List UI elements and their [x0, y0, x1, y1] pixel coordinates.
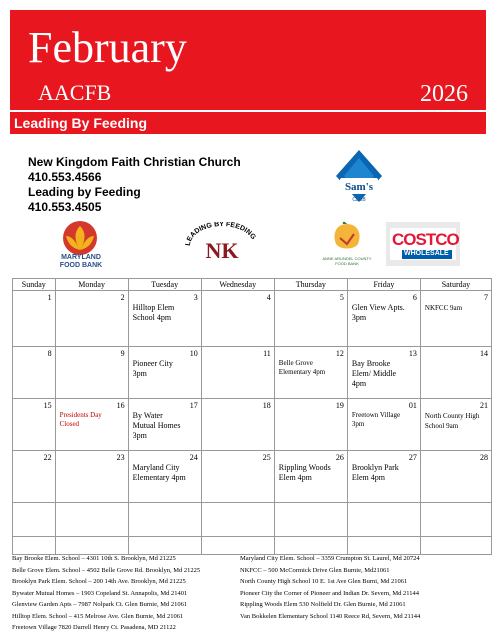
weekday-header-row: [13, 279, 492, 291]
event-text: Rippling Woods Elem 4pm: [278, 463, 331, 482]
day-number: 2: [120, 293, 125, 302]
address-line: Glenview Garden Apts – 7987 Nolpark Ct. Glen Burnie, Md 21061: [12, 601, 188, 608]
day-number: 18: [262, 401, 271, 410]
day-cell: [55, 537, 128, 555]
contact-tagline: Leading by Feeding: [28, 185, 141, 199]
day-cell: [128, 347, 201, 399]
contact-info: [28, 155, 241, 215]
day-cell: [13, 451, 56, 503]
address-line: NKFCC – 500 McCormick Drive Glen Burnie, Md21061: [240, 566, 390, 574]
day-number: 12: [335, 349, 344, 358]
address-line: Bay Brooke Elem. School – 4301 10th S. Brooklyn, Md 21225: [12, 555, 176, 562]
event-text: NKFCC 9am: [424, 304, 463, 312]
maryland-food-bank-text: MARYLAND FOOD BANK: [59, 254, 103, 269]
event-text: Bay Brooke Elem/ Middle 4pm: [351, 359, 397, 388]
day-number: 01: [408, 401, 417, 410]
day-cell: [347, 451, 420, 503]
day-number: 7: [484, 293, 488, 302]
svg-text:NK: NK: [205, 238, 239, 263]
day-number: 27: [408, 453, 417, 462]
day-cell: [201, 451, 274, 503]
day-cell: [201, 537, 274, 555]
day-cell: [13, 537, 56, 555]
address-line: Pioneer City the Corner of Pioneer and Indian Dr. Severn, Md 21144: [240, 589, 420, 597]
day-cell: [201, 291, 274, 347]
day-cell: [420, 291, 491, 347]
day-cell: [128, 399, 201, 451]
year-label: 2026: [420, 81, 468, 107]
address-line: Bywater Mutual Homes – 1903 Copeland St. Annapolis, Md 21401: [12, 589, 188, 597]
address-line: Brooklyn Park Elem. School – 200 14th Ave. Brooklyn, Md 21225: [12, 578, 186, 585]
day-cell: [420, 503, 491, 537]
day-number: 26: [335, 453, 344, 462]
day-cell: [55, 451, 128, 503]
day-cell: [128, 537, 201, 555]
day-cell: [347, 503, 420, 537]
contact-phone-2: 410.553.4505: [28, 200, 102, 214]
week-row: [13, 347, 492, 399]
event-text: Freetown Village 3pm: [351, 411, 401, 428]
day-cell: [13, 503, 56, 537]
day-cell: [128, 451, 201, 503]
day-cell: [274, 399, 347, 451]
day-cell: [13, 399, 56, 451]
day-cell: [274, 451, 347, 503]
day-cell: [13, 347, 56, 399]
address-list-left: [12, 553, 200, 634]
weekday-thursday: Thursday: [274, 279, 347, 291]
day-cell: [13, 291, 56, 347]
day-number: 3: [193, 293, 198, 302]
address-line: North County High School 10 E. 1st Ave Glen Burni, Md 21061: [240, 578, 408, 585]
calendar-grid: [12, 278, 492, 555]
address-line: Hilltop Elem. School – 415 Melrose Ave. Glen Burnie, Md 21061: [12, 612, 184, 620]
day-number: 21: [480, 401, 488, 410]
day-number: 22: [43, 453, 52, 462]
day-cell: [274, 537, 347, 555]
day-cell: [55, 399, 128, 451]
svg-text:CLUB: CLUB: [352, 197, 366, 203]
day-cell: [347, 399, 420, 451]
day-number: 14: [480, 349, 488, 358]
aacfb-logo-text: ANNE ARUNDEL COUNTY FOOD BANK: [322, 256, 372, 266]
contact-church: New Kingdom Faith Christian Church: [28, 155, 241, 169]
event-text: North County High School 9am: [424, 412, 480, 430]
costco-logo: [386, 222, 460, 266]
day-number: 10: [189, 349, 198, 358]
day-cell: [274, 503, 347, 537]
nk-leading-by-feeding-logo: [182, 222, 262, 266]
address-line: Maryland City Elem. School – 3359 Crumpton St. Laurel, Md 20724: [240, 555, 420, 562]
address-line: Belle Grove Elem. School – 4502 Belle Grove Rd. Brooklyn, Md 21225: [12, 566, 201, 574]
week-row: [13, 537, 492, 555]
day-cell: [55, 503, 128, 537]
day-number: 15: [43, 401, 52, 410]
day-number: 24: [189, 453, 198, 462]
day-cell: [420, 537, 491, 555]
weekday-monday: Monday: [55, 279, 128, 291]
day-cell: [55, 347, 128, 399]
weekday-saturday: Saturday: [420, 279, 491, 291]
weekday-wednesday: Wednesday: [201, 279, 274, 291]
event-text: Hilltop Elem School 4pm: [132, 303, 175, 322]
aacfb-logo: [320, 220, 374, 256]
day-number: 13: [408, 349, 417, 358]
event-text: Pioneer City 3pm: [132, 359, 173, 378]
day-cell: [420, 399, 491, 451]
day-number: 11: [263, 349, 271, 358]
holiday-text: Presidents Day Closed: [59, 411, 102, 428]
sams-club-logo: [334, 148, 384, 208]
address-line: Van Bokkelen Elementary School 1140 Reece Rd, Severn, Md 21144: [240, 612, 421, 620]
day-number: 28: [480, 453, 488, 462]
week-row: [13, 291, 492, 347]
day-cell: [201, 399, 274, 451]
day-number: 8: [47, 349, 52, 358]
day-cell: [201, 347, 274, 399]
month-title: February: [28, 23, 187, 72]
week-row: [13, 451, 492, 503]
org-name: AACFB: [38, 80, 112, 105]
day-number: 4: [266, 293, 271, 302]
day-number: 23: [116, 453, 125, 462]
day-cell: [274, 291, 347, 347]
weekday-tuesday: Tuesday: [128, 279, 201, 291]
day-number: 19: [335, 401, 344, 410]
day-cell: [347, 291, 420, 347]
event-text: Maryland City Elementary 4pm: [132, 463, 186, 482]
svg-text:Sam's: Sam's: [344, 181, 374, 193]
costco-wordmark: COSTCO: [392, 230, 459, 249]
event-text: Brooklyn Park Elem 4pm: [351, 463, 399, 482]
day-cell: [128, 291, 201, 347]
contact-phone-1: 410.553.4566: [28, 170, 102, 184]
address-line: Rippling Woods Elem 530 Nolfield Dr. Glen Burnie, Md 21061: [240, 601, 406, 608]
header-banner: [10, 10, 486, 110]
day-number: 25: [262, 453, 271, 462]
day-number: 6: [412, 293, 417, 302]
day-number: 1: [47, 293, 52, 302]
event-text: Glen View Apts. 3pm: [351, 303, 405, 322]
address-list-right: [240, 553, 420, 622]
svg-text:LEADING BY FEEDING: LEADING BY FEEDING: [184, 222, 257, 247]
week-row: [13, 399, 492, 451]
day-number: 5: [339, 293, 344, 302]
costco-subtext: WHOLESALE: [404, 250, 449, 257]
day-cell: [55, 291, 128, 347]
week-row: [13, 503, 492, 537]
day-cell: [201, 503, 274, 537]
weekday-friday: Friday: [347, 279, 420, 291]
day-cell: [420, 451, 491, 503]
tagline: Leading By Feeding: [14, 115, 148, 131]
day-number: 9: [120, 349, 125, 358]
day-cell: [347, 347, 420, 399]
event-text: By Water Mutual Homes 3pm: [132, 411, 181, 440]
day-number: 17: [189, 401, 198, 410]
day-number: 16: [116, 401, 125, 410]
day-cell: [128, 503, 201, 537]
tagline-bar: [10, 110, 486, 134]
address-line: Freetown Village 7820 Darrell Henry Ct. Pasadena, MD 21122: [12, 624, 176, 631]
day-cell: [347, 537, 420, 555]
weekday-sunday: Sunday: [13, 279, 56, 291]
day-cell: [274, 347, 347, 399]
event-text: Belle Grove Elementary 4pm: [278, 359, 326, 376]
day-cell: [420, 347, 491, 399]
